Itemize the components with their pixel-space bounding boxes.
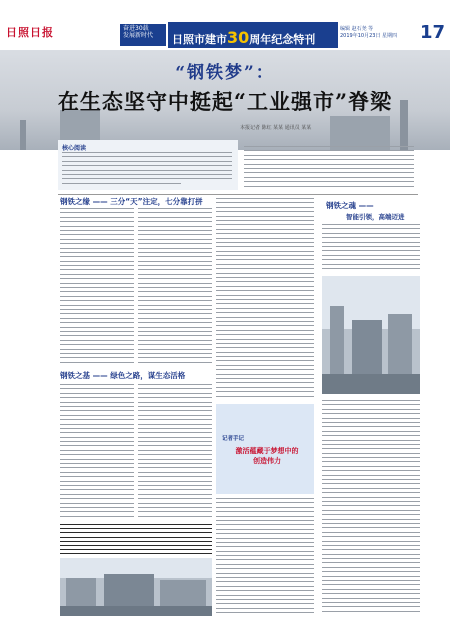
article-column-3a [322, 224, 420, 272]
intro-text [62, 152, 232, 188]
headline-kicker: “钢铁梦”： [175, 63, 275, 83]
anniversary-banner [168, 22, 338, 48]
article-column-1a [60, 208, 134, 364]
reporter-notes-title-line-1: 激活蕴藏于梦想中的 [235, 447, 299, 455]
section-label: 钢铁之基 [60, 371, 90, 380]
plant-aerial-photo [60, 558, 212, 616]
section-label: 钢铁之缘 [60, 197, 90, 206]
page-number: 17 [420, 22, 446, 43]
anniversary-prefix: 日照市建市 [172, 33, 227, 46]
anniversary-suffix: 周年纪念特刊 [249, 33, 316, 46]
badge-line-2: 发展新时代 [123, 32, 154, 39]
section-dash: —— [92, 371, 108, 380]
section-dash: —— [358, 201, 374, 210]
bold-quote-paragraph [60, 524, 212, 554]
section-label: 钢铁之魂 [326, 201, 356, 210]
reporter-notes-title-line-2: 创造伟力 [253, 457, 281, 465]
section-title: 三分“天”注定，七分靠打拼 [110, 197, 203, 206]
anniversary-badge [120, 24, 166, 46]
article-column-4b [138, 384, 212, 520]
headline-main: 在生态坚守中挺起“工业强市”脊梁 [57, 89, 393, 114]
badge-line-1: 奋进30载 [123, 25, 149, 32]
edition-editor: 编辑 赵石尧 等 [340, 26, 374, 32]
section-heading-steel-will [60, 196, 203, 207]
anniversary-number: 30 [227, 28, 250, 47]
reporter-notes-title [222, 446, 312, 466]
section-divider [58, 194, 418, 195]
newspaper-logo: 日照日报 [6, 26, 54, 39]
section-subtitle-steel-soul: 智能引领，高端迈进 [346, 213, 405, 221]
edition-date: 2019年10月23日 星期四 [340, 33, 398, 39]
article-column-1b [138, 208, 212, 364]
byline: 本报记者 陈红 某某 通讯员 某某 [240, 125, 312, 131]
article-column-2 [216, 198, 314, 398]
factory-photo-right [322, 276, 420, 394]
article-column-3b [322, 400, 420, 614]
masthead [0, 0, 450, 50]
section-heading-steel-base [60, 370, 185, 381]
reporter-notes-text [216, 498, 314, 614]
section-title: 绿色之路，谋生态活格 [110, 371, 186, 380]
intro-text-right [244, 146, 414, 190]
edition-info [340, 26, 420, 40]
intro-heading: 核心阅读 [62, 145, 87, 152]
section-heading-steel-soul [326, 200, 374, 211]
article-column-4a [60, 384, 134, 520]
section-dash: —— [92, 197, 108, 206]
reporter-notes-tag: 记者手记 [222, 436, 245, 442]
